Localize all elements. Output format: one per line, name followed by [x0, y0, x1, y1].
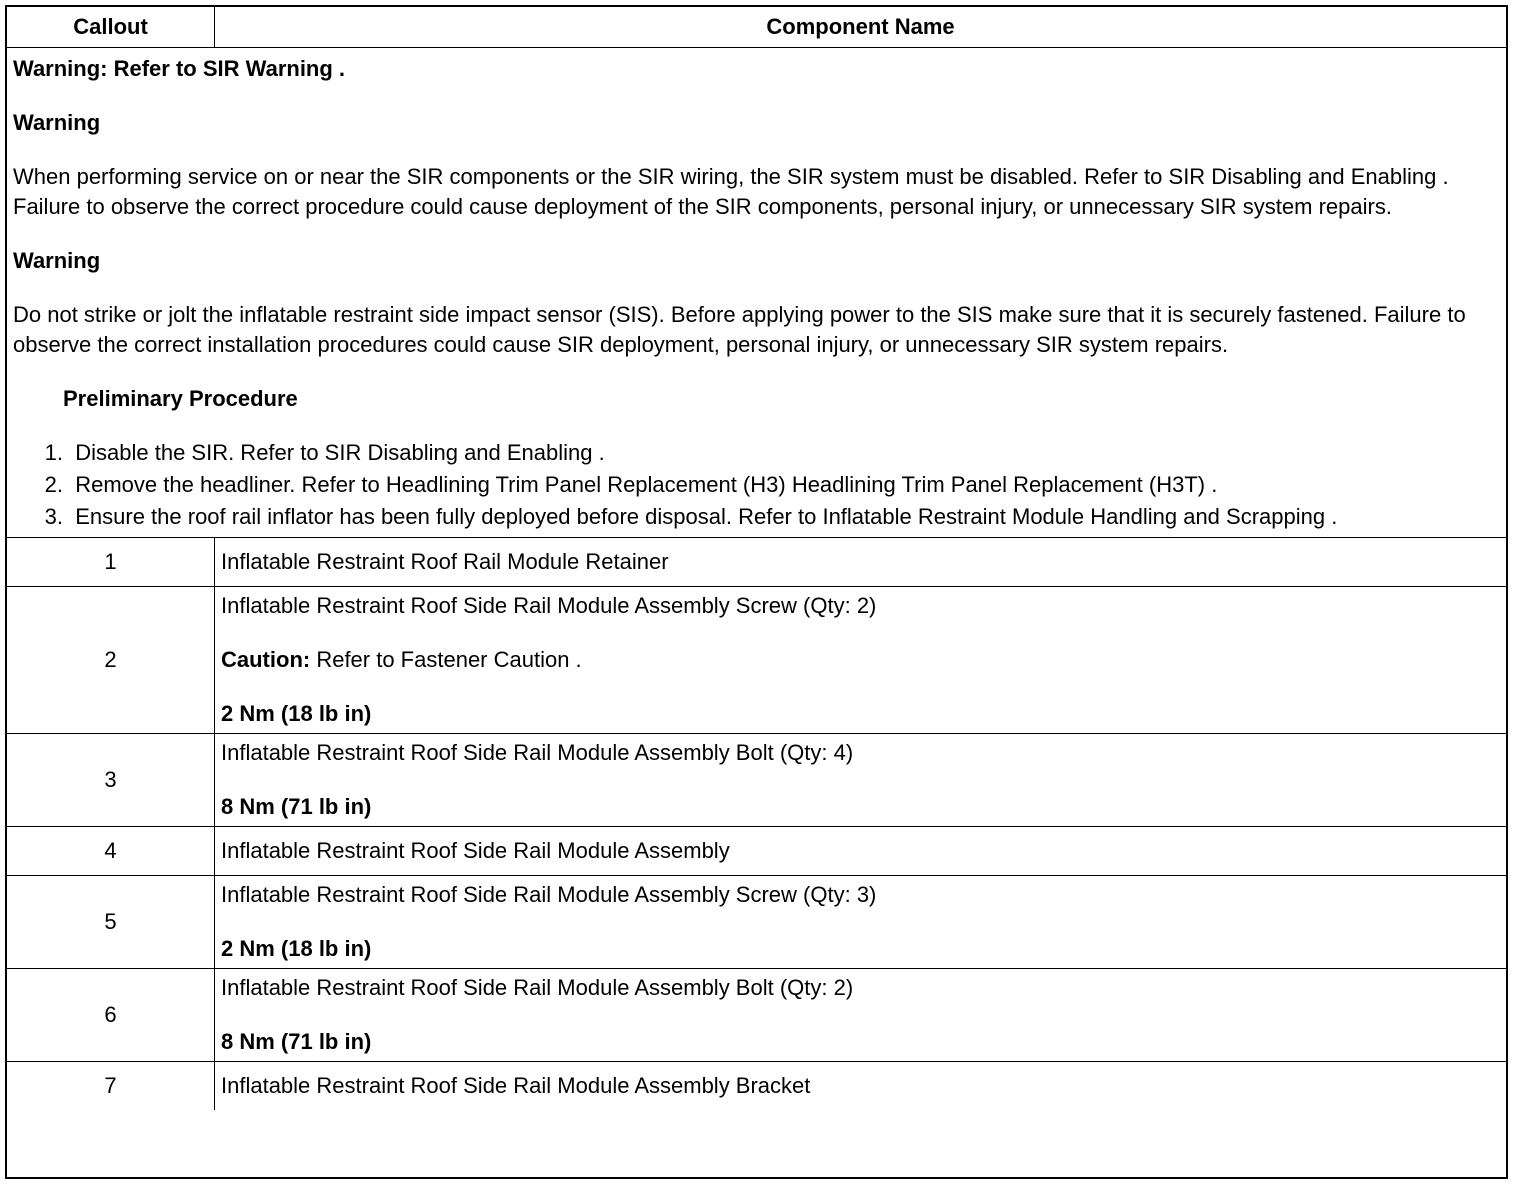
component-table-container — [5, 5, 1508, 1179]
callout-number: 3 — [7, 734, 215, 827]
callout-number: 6 — [7, 969, 215, 1062]
preliminary-steps — [13, 437, 1500, 533]
sir-warning-reference: Warning: Refer to SIR Warning . — [13, 56, 346, 81]
torque-spec: 2 Nm (18 lb in) — [221, 701, 372, 726]
warning-text-2: Do not strike or jolt the inflatable restraint side impact sensor (SIS). Before applying power to the SIS make sure that it is securely fastened. Failure to observe the correct installation procedures could cause SIR deployment, personal injury, or unnecessary SIR system repairs. — [13, 302, 1466, 357]
caution-note — [221, 645, 1500, 675]
step-text — [63, 437, 605, 469]
caution-label: Caution: — [221, 647, 311, 672]
callout-number: 5 — [7, 876, 215, 969]
step-text-content: Disable the SIR. Refer to SIR Disabling and Enabling . — [75, 440, 605, 465]
table-row — [7, 538, 1506, 587]
preliminary-procedure-title: Preliminary Procedure — [63, 386, 298, 411]
table-row — [7, 734, 1506, 827]
torque-spec: 2 Nm (18 lb in) — [221, 936, 372, 961]
component-name — [215, 734, 1507, 827]
warning-title-1: Warning — [13, 110, 101, 135]
component-name — [215, 969, 1507, 1062]
warning-title-2: Warning — [13, 248, 101, 273]
step-number: 2. — [44, 472, 63, 497]
component-name-text: Inflatable Restraint Roof Side Rail Module Assembly Bolt (Qty: 2) — [221, 975, 854, 1000]
component-name — [215, 538, 1507, 587]
component-name — [215, 1062, 1507, 1111]
table-row — [7, 587, 1506, 734]
torque-spec: 8 Nm (71 lb in) — [221, 794, 372, 819]
step-text — [63, 469, 1217, 501]
component-name — [215, 587, 1507, 734]
procedure-step — [13, 437, 1500, 469]
table-row — [7, 969, 1506, 1062]
warning-cell — [7, 48, 1506, 538]
component-name-text: Inflatable Restraint Roof Side Rail Module Assembly Bolt (Qty: 4) — [221, 740, 854, 765]
component-name-column-header: Component Name — [215, 7, 1507, 48]
callout-number: 7 — [7, 1062, 215, 1111]
callout-number: 2 — [7, 587, 215, 734]
component-name-text: Inflatable Restraint Roof Side Rail Module Assembly Screw (Qty: 2) — [221, 593, 877, 618]
table-row — [7, 1062, 1506, 1111]
component-name-text: Inflatable Restraint Roof Side Rail Module Assembly Bracket — [221, 1073, 811, 1098]
warning-row — [7, 48, 1506, 538]
component-name-text: Inflatable Restraint Roof Side Rail Module Assembly — [221, 838, 730, 863]
step-number: 3. — [44, 504, 63, 529]
callout-number: 1 — [7, 538, 215, 587]
procedure-step — [13, 469, 1500, 501]
torque-spec: 8 Nm (71 lb in) — [221, 1029, 372, 1054]
table-row — [7, 876, 1506, 969]
callout-column-header: Callout — [7, 7, 215, 48]
step-text-content: Remove the headliner. Refer to Headlining Trim Panel Replacement (H3) Headlining Trim Panel Replacement (H3T) . — [75, 472, 1218, 497]
step-text — [63, 501, 1337, 533]
component-name — [215, 827, 1507, 876]
header-row — [7, 7, 1506, 48]
component-name-text: Inflatable Restraint Roof Rail Module Retainer — [221, 549, 669, 574]
procedure-step — [13, 501, 1500, 533]
warning-text-1: When performing service on or near the SIR components or the SIR wiring, the SIR system must be disabled. Refer to SIR Disabling and Enabling . Failure to observe the correct procedure could cause deployment of the SIR components, personal injury, or unnecessary SIR system repairs. — [13, 164, 1449, 219]
step-text-content: Ensure the roof rail inflator has been fully deployed before disposal. Refer to Inflatable Restraint Module Handling and Scrapping . — [75, 504, 1338, 529]
step-number: 1. — [44, 440, 63, 465]
component-name — [215, 876, 1507, 969]
callout-number: 4 — [7, 827, 215, 876]
caution-text: Refer to Fastener Caution . — [310, 647, 582, 672]
component-name-text: Inflatable Restraint Roof Side Rail Module Assembly Screw (Qty: 3) — [221, 882, 877, 907]
table-row — [7, 827, 1506, 876]
component-table — [7, 7, 1506, 1110]
